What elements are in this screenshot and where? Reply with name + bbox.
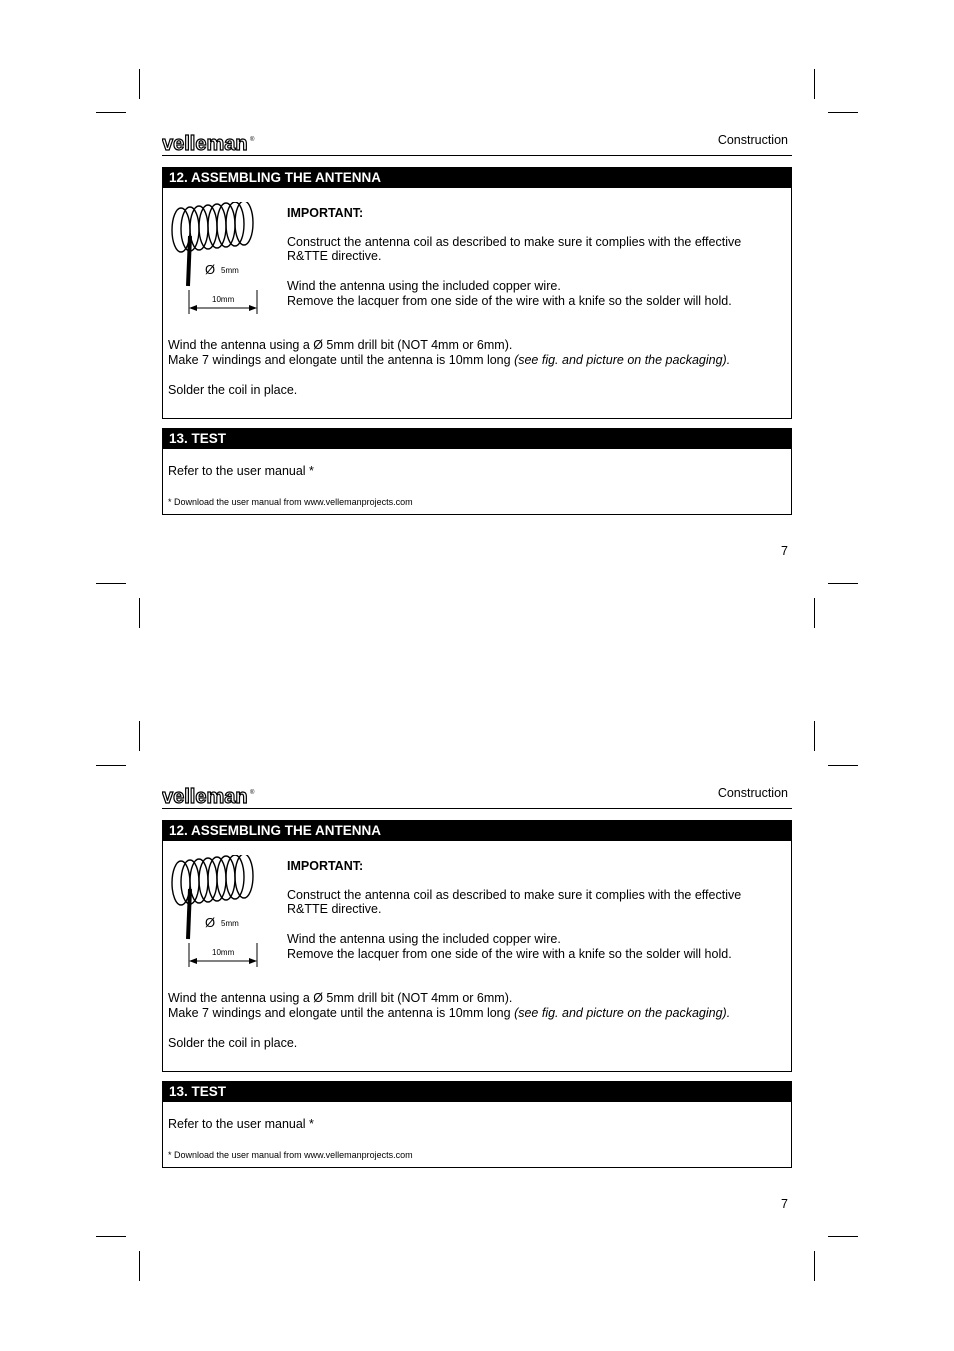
manual-page-2 — [162, 784, 792, 1224]
antenna-section — [162, 167, 792, 419]
diameter-label: 5mm — [221, 919, 239, 928]
lacquer-text: Remove the lacquer from one side of the wire with a knife so the solder will hold. — [287, 294, 732, 308]
svg-text:®: ® — [250, 137, 255, 143]
svg-text:velleman: velleman — [162, 133, 248, 153]
antenna-heading: 12. ASSEMBLING THE ANTENNA — [163, 821, 791, 841]
diameter-symbol: Ø — [205, 915, 216, 930]
solder-text: Solder the coil in place. — [168, 1036, 298, 1050]
test-text: Refer to the user manual * — [168, 1117, 314, 1131]
solder-text: Solder the coil in place. — [168, 383, 298, 397]
length-label: 10mm — [212, 948, 235, 957]
copper-wire-text: Wind the antenna using the included copper wire. — [287, 279, 561, 293]
svg-text:velleman: velleman — [162, 786, 248, 806]
velleman-logo — [162, 133, 258, 153]
lacquer-text: Remove the lacquer from one side of the wire with a knife so the solder will hold. — [287, 947, 732, 961]
test-text: Refer to the user manual * — [168, 464, 314, 478]
page-number: 7 — [781, 544, 788, 558]
page-number: 7 — [781, 1197, 788, 1211]
drill-bit-text: Wind the antenna using a Ø 5mm drill bit (NOT 4mm or 6mm). — [168, 338, 513, 352]
important-label: IMPORTANT: — [287, 206, 364, 220]
important-text-2: R&TTE directive. — [287, 902, 382, 916]
antenna-section — [162, 820, 792, 1072]
test-section — [162, 428, 792, 515]
antenna-coil-figure — [169, 855, 269, 980]
antenna-coil-figure — [169, 202, 269, 327]
footnote: * Download the user manual from www.vellemanprojects.com — [168, 1150, 413, 1160]
drill-bit-text: Wind the antenna using a Ø 5mm drill bit (NOT 4mm or 6mm). — [168, 991, 513, 1005]
page-header — [162, 784, 792, 809]
velleman-logo — [162, 786, 258, 806]
antenna-heading: 12. ASSEMBLING THE ANTENNA — [163, 168, 791, 188]
important-text-1: Construct the antenna coil as described to make sure it complies with the effective — [287, 235, 742, 249]
test-section — [162, 1081, 792, 1168]
section-title: Construction — [717, 133, 788, 147]
important-text-1: Construct the antenna coil as described to make sure it complies with the effective — [287, 888, 742, 902]
diameter-symbol: Ø — [205, 262, 216, 277]
windings-text: Make 7 windings and elongate until the antenna is 10mm long (see fig. and picture on the packaging). — [168, 1006, 731, 1020]
section-title: Construction — [717, 786, 788, 800]
test-heading: 13. TEST — [163, 429, 791, 449]
manual-page-1 — [162, 131, 792, 571]
antenna-coil-icon — [169, 855, 269, 975]
diameter-label: 5mm — [221, 266, 239, 275]
important-text-2: R&TTE directive. — [287, 249, 382, 263]
copper-wire-text: Wind the antenna using the included copper wire. — [287, 932, 561, 946]
footnote: * Download the user manual from www.vellemanprojects.com — [168, 497, 413, 507]
test-heading: 13. TEST — [163, 1082, 791, 1102]
page-header — [162, 131, 792, 156]
windings-text: Make 7 windings and elongate until the antenna is 10mm long (see fig. and picture on the packaging). — [168, 353, 731, 367]
important-label: IMPORTANT: — [287, 859, 364, 873]
svg-text:®: ® — [250, 790, 255, 796]
length-label: 10mm — [212, 295, 235, 304]
antenna-coil-icon — [169, 202, 269, 322]
